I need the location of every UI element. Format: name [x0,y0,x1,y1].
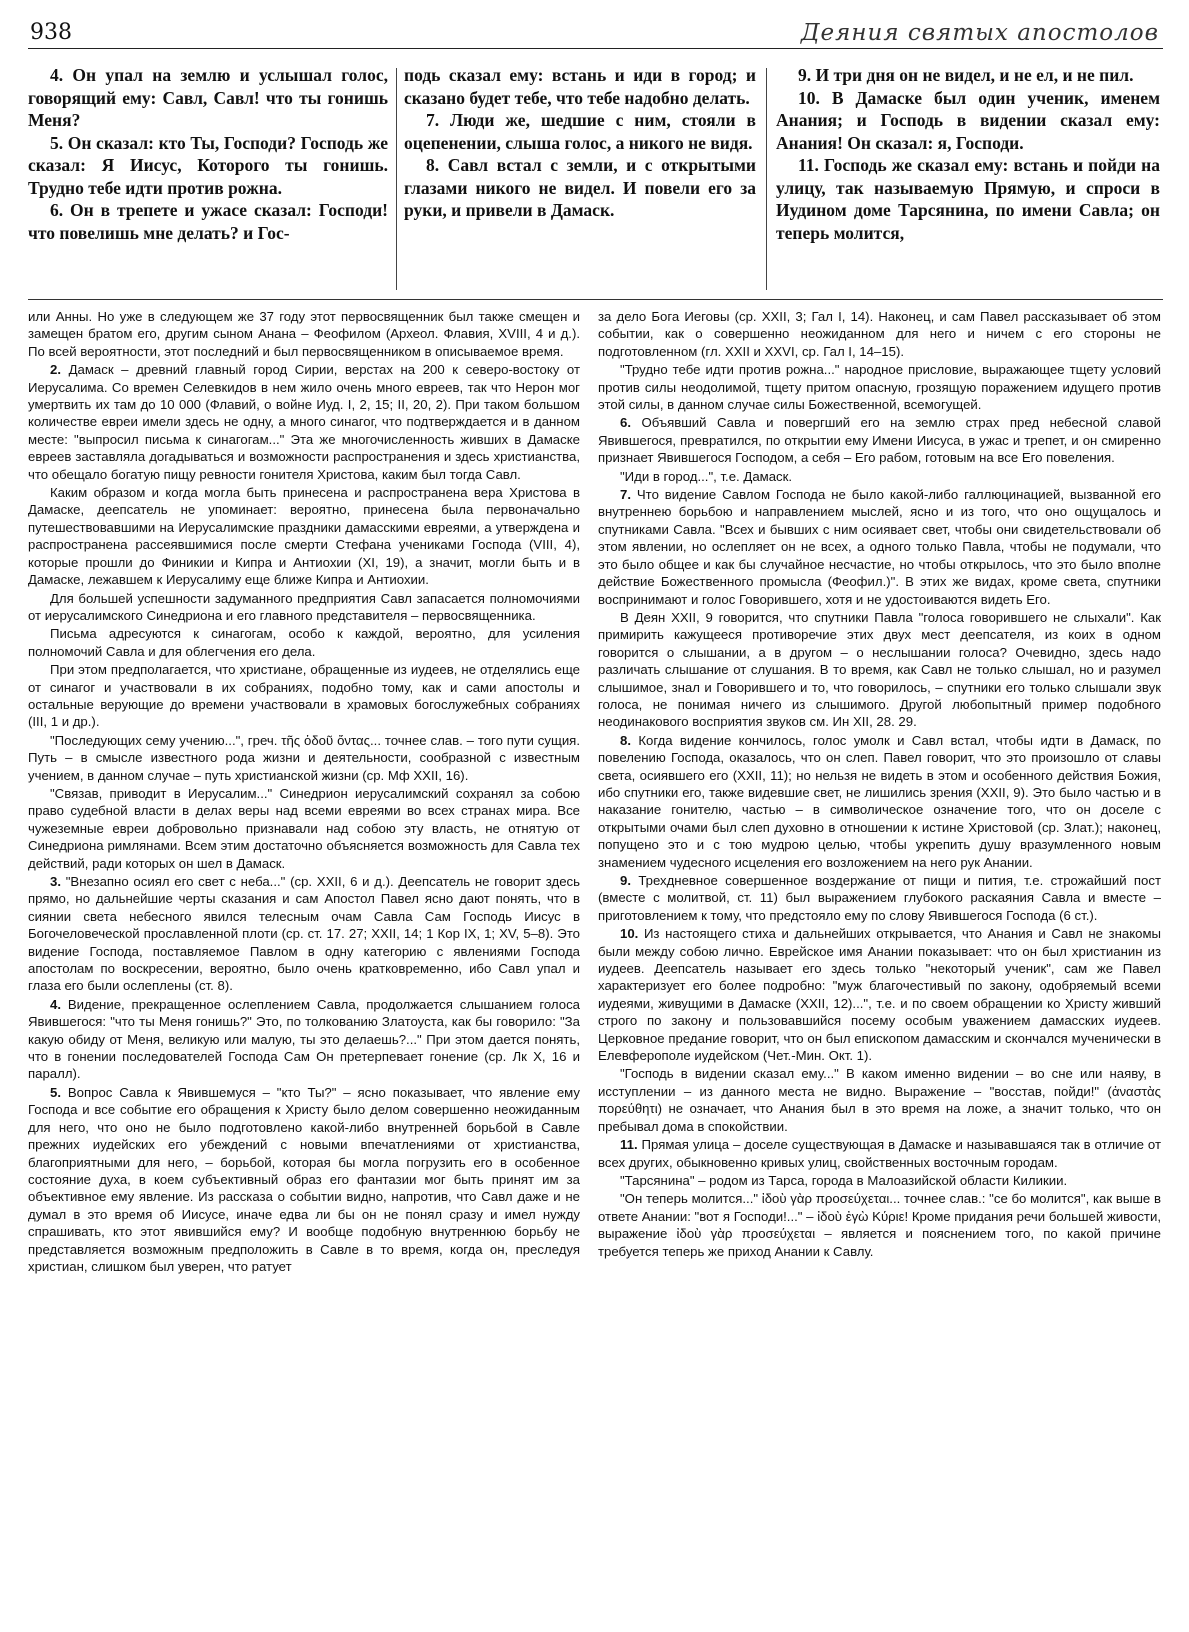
commentary-paragraph: Письма адресуются к синагогам, особо к каждой, вероятно, для усиления полномочий Савла и для облегчения его дела. [28,626,580,659]
commentary-paragraph: 2. Дамаск – древний главный город Сирии, верстах на 200 к северо-востоку от Иерусалима. Со времен Селевкидов в нем жило очень много евреев, так что Нерон мог умертвить их там до 10 000 (Флавий, о войне Иуд. I, 2, 15; II, 20, 2). При таком большом количестве евреи имели здесь не одну, а много синагог, что подтверждается и в данном месте: "выпросил письма к синагогам..." Эта же многочисленность живших в Дамаске евреев заставляла догадываться и возможности распространения и здесь христианства, что обещало богатую пищу ревности гонителя Христова, каким был тогда Савл. [28,362,580,482]
commentary-paragraph: "Он теперь молится..." ἰδοὺ γὰρ προσεύχεται... точнее слав.: "се бо молится", как выше в ответе Анании: "вот я Господи!..." – ἰδοὺ ἐγὼ Κύριε! Кроме придания речи большей живости, выражение ἰδοὺ γὰρ προσεύχεται – является и пояснением того, по какой причине требуется теперь же приход Анании к Савлу. [598,1191,1161,1259]
commentary-paragraph: "Связав, приводит в Иерусалим..." Синедрион иерусалимский сохранял за собою право судебной власти в делах веры над всеми евреями во всех странах мира. Все чужеземные евреи добровольно признавали над собою эту власть, не отнятую от Синедриона римлянами. Всем этим достаточно объясняется возможность для Савла тех действий, ради которых он шел в Дамаск. [28,785,580,871]
running-title: Деяния святых апостолов [800,20,1159,46]
scripture-column-2 [404,64,756,290]
commentary-paragraph: "Трудно тебе идти против рожна..." народное присловие, выражающее тщету условий против силы неодолимой, тщету притом опасную, грозящую поражением идущего против этой силы, в данном случае силы Божественной, всемогущей. [598,362,1161,413]
verse-7: 7. Люди же, шедшие с ним, стояли в оцепенении, слыша голос, а никого не видя. [404,110,756,153]
commentary-paragraph: 5. Вопрос Савла к Явившемуся – "кто Ты?" – ясно показывает, что явление ему Господа и все событие его обращения к Христу было делом совершенно неожиданным для него, что оно не было подготовлено какой-либо внутренней борьбой в Савле прежних иудейских его убеждений с новыми впечатлениями от христианства, благоприятными для него, – борьбой, которая бы могла погрузить его в особенное состояние духа, в коем субъективный образ его фантазии мог быть принят им за объективное ему явление. Из рассказа о событии видно, напротив, что Савл даже и не думал в это время об Иисусе, иначе едва ли бы он не понял сразу и имел нужду спрашивать, кто этот явившийся ему? И вообще подобную внутреннюю борьбу не представляется возможным предположить в Савле в то время, когда он, преследуя христиан, слишком был уверен, что ратует [28,1084,580,1274]
verse-number: 3. [50,874,61,889]
section-separator [28,299,1163,300]
scripture-text [28,64,1163,292]
commentary-paragraph: Для большей успешности задуманного предприятия Савл запасается полномочиями от иерусалимского Синедриона и его главного представителя – первосвященника. [28,590,580,623]
verse-4: 4. Он упал на землю и услышал голос, говорящий ему: Савл, Савл! что ты гонишь Меня? [28,65,388,130]
commentary-paragraph: 8. Когда видение кончилось, голос умолк и Савл встал, чтобы идти в Дамаск, по повелению Господа, оказалось, что он слеп. Павел говорит, что это произошло от славы света, осиявшего его (XXII, 11); но нельзя не видеть в этом и особенного действия Божия, ибо спутники его, также видевшие свет, не лишились зрения (XXII, 9). Это было частью и в наказание гонителю, частью – в символическое означение того, что он доселе с открытыми очами был слеп духовно в отношении к истине Христовой (ср. Злат.); наконец, попущено это и с тою мудрою целью, чтобы укрепить душу вразумленного новым знамением чудесного исцеления его возложением на него рук Анании. [598,732,1161,870]
verse-number: 8. [620,732,631,748]
commentary-paragraph: При этом предполагается, что христиане, обращенные из иудеев, не отделялись еще от синагог и участвовали в их собраниях, подобно тому, как и сами апостолы и остальные верующие до времени участвовали в храмовых богослужебных собраниях (III, 1 и др.). [28,662,580,730]
verse-8: 8. Савл встал с земли, и с открытыми глазами никого не видел. И повели его за руки, и привели в Дамаск. [404,155,756,220]
commentary-paragraph: 11. Прямая улица – доселе существующая в Дамаске и называвшаяся так в отличие от всех других, обыкновенно кривых улиц, свойственных восточным городам. [598,1137,1161,1170]
verse-number: 4. [50,996,61,1012]
verse-number: 7. [620,487,631,503]
column-divider [396,68,397,290]
verse-9: 9. И три дня он не видел, и не ел, и не пил. [798,65,1134,85]
column-divider [766,68,767,290]
verse-number: 5. [50,1084,61,1100]
verse-number: 10. [620,926,639,942]
commentary-paragraph: 4. Видение, прекращенное ослеплением Савла, продолжается слышанием голоса Явившегося: "что ты Меня гонишь?" Это, по толкованию Златоуста, как бы говорило: "За какую обиду от Меня, великую или малую, ты это делаешь?..." При этом дается понять, что в гонении последователей Господа Сам Он претерпевает гонение (ср. Лк X, 16 и паралл). [28,996,580,1082]
verse-number: 2. [50,362,61,378]
verse-6: 6. Он в трепете и ужасе сказал: Господи! что повелишь мне делать? и Гос- [28,200,388,243]
page-header [28,18,1163,49]
verse-6-cont: подь сказал ему: встань и иди в город; и сказано будет тебе, что тебе надобно делать. [404,65,756,108]
verse-number: 9. [620,873,631,888]
verse-number: 11. [620,1137,638,1153]
verse-number: 6. [620,415,631,431]
verse-5: 5. Он сказал: кто Ты, Господи? Господь же сказал: Я Иисус, Которого ты гонишь. Трудно тебе идти против рожна. [28,132,388,198]
commentary-paragraph: "Иди в город...", т.е. Дамаск. [620,468,793,484]
commentary-paragraph: Каким образом и когда могла быть принесена и распространена вера Христова в Дамаске, деепсатель не упоминает: вероятно, принесена была первоначально путешествовавшими на Иерусалимские праздники дамасскими евреями, а утверждена и распространена рассеявшимися после смерти Стефана учениками Господа (VIII, 4), которые прошли до Финикии и Кипра и Антиохии (XI, 19), а значит, могли быть и в Дамаске, лежавшем к Иерусалиму еще ближе Кипра и Антиохии. [28,485,580,588]
commentary-paragraph: за дело Бога Иеговы (ср. XXII, 3; Гал I, 14). Наконец, и сам Павел рассказывает об этом событии, как о совершенно неожиданном для него и ничем с его стороны не подготовленном (гл. XXII и XXVI, ср. Гал I, 14–15). [598,309,1161,359]
scripture-column-1 [28,64,388,290]
commentary-paragraph: или Анны. Но уже в следующем же 37 году этот первосвященник был также смещен и замещен братом его, другим сыном Анана – Феофилом (Археол. Флавия, XVIII, 4 и д.). По всей вероятности, этот последний и был первосвященником в описываемое время. [28,309,580,359]
commentary-paragraph: 10. Из настоящего стиха и дальнейших открывается, что Анания и Савл не знакомы были между собою лично. Еврейское имя Анании показывает: что он был христианин из иудеев. Деепсатель называет его здесь только "некоторый ученик", сам же Павел характеризует его более подробно: "муж благочестивый по закону, одобряемый всеми иудеями, живущими в Дамаске (XXII, 12)...", т.е. и по своем обращении ко Христу живший строго по закону и пользовавшийся посему особым уважением дамасских иудеев. Церковное предание говорит, что он был епископом дамасским и скончался мученически в Елевферополе иудейском (Чет.-Мин. Окт. 1). [598,926,1161,1064]
commentary-paragraph: 7. Что видение Савлом Господа не было какой-либо галлюцинацией, вызванной его внутреннею борьбою и направлением мыслей, ясно и из того, что оно ощущалось и спутниками Савла. "Всех и бывших с ним осиявает свет, чтобы они свидетельствовали об этом явлении, но ослепляет он не всех, а одного только Павла, чтобы не подумали, что это было общее и как бы случайное несчастие, но чтобы открылось, что это было вполне действие Божественного промысла (Феофил.)". В этих же видах, кроме света, спутники воспринимают и голос Говорившего, хотя и не удостоиваются видеть Его. [598,487,1161,607]
verse-11: 11. Господь же сказал ему: встань и пойди на улицу, так называемую Прямую, и спроси в Иудином доме Тарсянина, по имени Савла; он теперь молится, [776,155,1160,243]
commentary-paragraph: В Деян XXII, 9 говорится, что спутники Павла "голоса говорившего не слыхали". Как примирить кажущееся противоречие этих двух мест деепсателя, из коих в одном говорится о слышании, а в другом – о неслышании голоса? Очевидно, здесь надо различать слышание от слушания. В то время, как Савл не только слышал, но и разумел слышимое, знал и Говорившего и то, что говорилось, – спутники его только слышали звук голоса, не понимая ничего из слышимого. Другой любопытный пример подобного неодинакового восприятия звуков см. Ин XII, 28. 29. [598,609,1161,730]
commentary-paragraph: "Господь в видении сказал ему..." В каком именно видении – во сне или наяву, в исступлении – из данного места не видно. Выражение – "восстав, пойди!" (ἀναστὰς πορεύθητι) не означает, что Анания был в это время на ложе, а значит только, что он пребывал дома в спокойствии. [598,1066,1161,1134]
commentary-right-column [598,308,1161,1618]
page-number: 938 [30,20,72,45]
commentary-paragraph: 3. "Внезапно осиял его свет с неба..." (ср. XXII, 6 и д.). Деепсатель не говорит здесь прямо, но дальнейшие черты сказания и сам Апостол Павел ясно дают понять, что в сиянии света небесного явился телесным очам Савла Сам Господь Иисус в Богочеловеческой прославленной плоти (ср. ст. 17. 27; XXII, 14; 1 Кор IX, 1; XV, 5–8). Это видение Господа, поставляемое Павлом в одну категорию с явлениями Господа апостолам по воскресении, вероятно, было очень кратковременно, ибо Савл упал и глаза его были ослеплены (ст. 8). [28,874,580,994]
scripture-column-3 [776,64,1160,290]
commentary-paragraph: "Тарсянина" – родом из Тарса, города в Малоазийской области Киликии. [620,1172,1068,1188]
commentary-paragraph: 9. Трехдневное совершенное воздержание от пищи и пития, т.е. строжайший пост (вместе с молитвой, ст. 11) был выражением глубокого раскаяния Савла и вместе – приготовлением к тому, что предстояло ему по слову Явившегося Господа (6 ст.). [598,873,1161,923]
verse-10: 10. В Дамаске был один ученик, именем Анания; и Господь в видении сказал ему: Анания! Он сказал: я, Господи. [776,87,1160,153]
commentary-paragraph: "Последующих сему учению...", греч. τῆς ὁδοῦ ὄντας... точнее слав. – того пути сущия. Путь – в смысле известного рода жизни и деятельности, сообразной с известным учением, в данном случае – путь христианской жизни (ср. Мф XXII, 16). [28,732,580,783]
commentary-left-column [28,308,580,1618]
commentary-paragraph: 6. Объявший Савла и повергший его на землю страх пред небесной славой Явившегося, превратился, по открытии ему Имени Иисуса, в ужас и трепет, и он смиренно признает Явившегося Господом, а себя – Его рабом, готовым на все Его повеления. [598,415,1161,466]
